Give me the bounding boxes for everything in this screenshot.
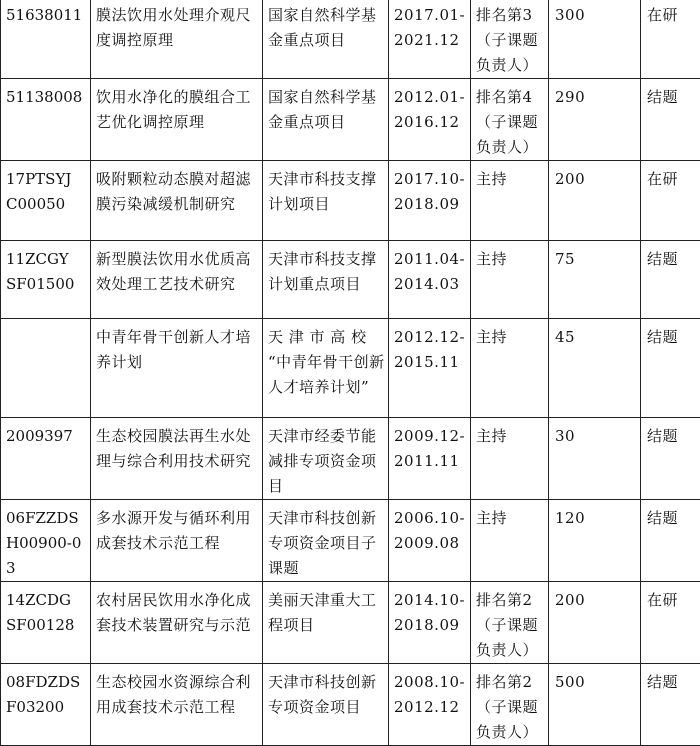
table-row (1, 582, 700, 664)
project-source-cell: 天津市科技支撑计划重点项目 (263, 241, 389, 319)
project-code-cell (1, 319, 91, 418)
project-source-cell: 国家自然科学基金重点项目 (263, 0, 389, 79)
table-row (1, 319, 700, 418)
project-code-cell: 51638011 (1, 0, 91, 79)
project-source-cell: 天津市科技创新专项资金项目子课题 (263, 500, 389, 582)
project-amount-cell: 300 (549, 0, 641, 79)
project-period-cell: 2012.01- 2016.12 (389, 79, 471, 161)
project-name-cell: 生态校园膜法再生水处理与综合利用技术研究 (91, 418, 263, 500)
project-source-cell: 美丽天津重大工程项目 (263, 582, 389, 664)
project-code-cell: 08FDZDS F03200 (1, 664, 91, 746)
project-code-cell: 14ZCDG SF00128 (1, 582, 91, 664)
project-status-cell: 在研 (641, 0, 700, 79)
project-source-cell: 天津市经委节能减排专项资金项目 (263, 418, 389, 500)
project-status-cell: 结题 (641, 500, 700, 582)
project-status-cell: 结题 (641, 418, 700, 500)
project-amount-cell: 75 (549, 241, 641, 319)
project-period-cell: 2006.10- 2009.08 (389, 500, 471, 582)
table-row (1, 161, 700, 241)
project-amount-cell: 45 (549, 319, 641, 418)
project-role-cell: 主持 (471, 418, 549, 500)
project-amount-cell: 500 (549, 664, 641, 746)
project-table-body (1, 0, 700, 746)
project-name-cell: 中青年骨干创新人才培养计划 (91, 319, 263, 418)
table-row (1, 500, 700, 582)
project-code-cell: 11ZCGY SF01500 (1, 241, 91, 319)
table-row (1, 79, 700, 161)
table-row (1, 241, 700, 319)
project-period-cell: 2012.12- 2015.11 (389, 319, 471, 418)
table-row (1, 664, 700, 746)
project-status-cell: 结题 (641, 79, 700, 161)
project-name-cell: 多水源开发与循环利用成套技术示范工程 (91, 500, 263, 582)
project-name-cell: 饮用水净化的膜组合工艺优化调控原理 (91, 79, 263, 161)
project-code-cell: 17PTSYJ C00050 (1, 161, 91, 241)
project-status-cell: 结题 (641, 319, 700, 418)
project-role-cell: 主持 (471, 161, 549, 241)
project-role-cell: 主持 (471, 319, 549, 418)
project-role-cell: 排名第3 （子课题 负责人） (471, 0, 549, 79)
project-name-cell: 农村居民饮用水净化成套技术装置研究与示范 (91, 582, 263, 664)
project-source-cell: 天津市科技创新专项资金项目 (263, 664, 389, 746)
project-amount-cell: 30 (549, 418, 641, 500)
project-period-cell: 2017.01- 2021.12 (389, 0, 471, 79)
project-amount-cell: 120 (549, 500, 641, 582)
project-role-cell: 主持 (471, 500, 549, 582)
project-amount-cell: 200 (549, 161, 641, 241)
project-code-cell: 06FZZDS H00900-0 3 (1, 500, 91, 582)
project-period-cell: 2011.04- 2014.03 (389, 241, 471, 319)
project-name-cell: 生态校园水资源综合利用成套技术示范工程 (91, 664, 263, 746)
project-source-cell: 天 津 市 高 校 “中青年骨干创新人才培养计划” (263, 319, 389, 418)
project-period-cell: 2014.10- 2018.09 (389, 582, 471, 664)
project-amount-cell: 200 (549, 582, 641, 664)
project-role-cell: 排名第2 （子课题 负责人） (471, 582, 549, 664)
project-source-cell: 国家自然科学基金重点项目 (263, 79, 389, 161)
project-role-cell: 主持 (471, 241, 549, 319)
project-period-cell: 2009.12- 2011.11 (389, 418, 471, 500)
project-period-cell: 2017.10- 2018.09 (389, 161, 471, 241)
project-role-cell: 排名第2 （子课题 负责人） (471, 664, 549, 746)
project-status-cell: 在研 (641, 161, 700, 241)
project-name-cell: 吸附颗粒动态膜对超滤膜污染减缓机制研究 (91, 161, 263, 241)
project-amount-cell: 290 (549, 79, 641, 161)
project-code-cell: 2009397 (1, 418, 91, 500)
project-name-cell: 新型膜法饮用水优质高效处理工艺技术研究 (91, 241, 263, 319)
project-code-cell: 51138008 (1, 79, 91, 161)
project-status-cell: 在研 (641, 582, 700, 664)
project-role-cell: 排名第4 （子课题 负责人） (471, 79, 549, 161)
project-period-cell: 2008.10- 2012.12 (389, 664, 471, 746)
table-row (1, 418, 700, 500)
table-row (1, 0, 700, 79)
project-name-cell: 膜法饮用水处理介观尺度调控原理 (91, 0, 263, 79)
project-status-cell: 结题 (641, 241, 700, 319)
project-source-cell: 天津市科技支撑计划项目 (263, 161, 389, 241)
project-status-cell: 结题 (641, 664, 700, 746)
